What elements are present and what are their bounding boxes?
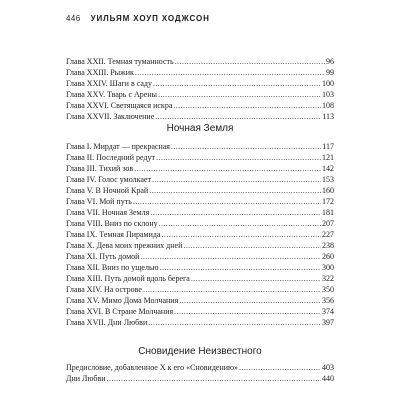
toc-entry-label: Глава XVI. В Стране Молчания [66, 307, 174, 316]
toc-entry-label: Глава V. В Ночной Край [66, 186, 149, 195]
leader-dots [149, 185, 321, 196]
toc-entry-page: 108 [322, 101, 334, 110]
toc-entry [66, 100, 334, 111]
toc-entry [66, 185, 334, 196]
toc-entry-page: 121 [322, 153, 334, 162]
leader-dots [150, 207, 321, 218]
toc-entry-label: Глава XIII. Путь домой вдоль берега [66, 274, 190, 283]
leader-dots [159, 218, 321, 229]
toc-entry-page: 322 [322, 274, 334, 283]
toc-entry-label: Глава XV. Мимо Дома Молчания [66, 296, 179, 305]
toc-entry [66, 196, 334, 207]
toc-entry-label: Глава XI. Путь домой [66, 252, 140, 261]
toc-entry [66, 295, 334, 306]
leader-dots [183, 240, 321, 251]
leader-dots [153, 78, 321, 89]
toc-entry-page: 227 [322, 230, 334, 239]
toc-entry [66, 89, 334, 100]
toc-entry [66, 111, 334, 122]
leader-dots [135, 67, 325, 78]
part-title-night-land: Ночная Земля [166, 123, 234, 134]
page-number: 446 [66, 14, 81, 23]
toc-entry [66, 207, 334, 218]
toc-entry [66, 240, 334, 251]
toc-entry [66, 218, 334, 229]
leader-dots [173, 100, 321, 111]
leader-dots [148, 317, 321, 328]
toc-entry-page: 300 [322, 263, 334, 272]
toc-entry-label: Глава XXVI. Светящаяся искра [66, 101, 173, 110]
toc-entry-page: 113 [322, 112, 334, 121]
toc-entry-label: Глава XIV. На острове [66, 285, 142, 294]
leader-dots [174, 306, 321, 317]
toc-entry [66, 251, 334, 262]
toc-entry-label: Глава X. Дева моих прежних дней [66, 241, 183, 250]
toc-entry-label: Глава II. Последний редут [66, 153, 156, 162]
toc-entry-page: 96 [326, 57, 334, 66]
leader-dots [155, 111, 321, 122]
toc-entry-label: Глава XXV. Тварь с Арены [66, 90, 157, 99]
toc-entry-label: Глава XII. Вниз по ущелью [66, 263, 159, 272]
toc-entry [66, 262, 334, 273]
toc-entry [66, 56, 334, 67]
part-title-dream-of-the-unknown: Сновидение Неизвестного [138, 346, 262, 357]
toc-entry-label: Предисловие, добавленное Х к его «Сновидению» [66, 363, 238, 372]
toc-entry [66, 373, 334, 384]
toc-entry [66, 362, 334, 373]
leader-dots [160, 262, 321, 273]
toc-entry [66, 306, 334, 317]
toc-entry [66, 78, 334, 89]
toc-section-continued [66, 56, 334, 122]
toc-entry [66, 163, 334, 174]
leader-dots [143, 284, 321, 295]
toc-entry-label: Глава I. Мирдат — прекрасная [66, 142, 170, 151]
toc-entry-page: 238 [322, 241, 334, 250]
toc-entry-label: Глава XXVII. Заключение [66, 112, 155, 121]
toc-entry [66, 229, 334, 240]
toc-entry-page: 172 [322, 197, 334, 206]
leader-dots [107, 373, 321, 384]
leader-dots [239, 362, 321, 373]
toc-entry-page: 260 [322, 252, 334, 261]
toc-entry [66, 284, 334, 295]
toc-entry-label: Дни Любви [66, 374, 106, 383]
toc-entry [66, 273, 334, 284]
toc-entry-label: Глава VII. Ночная Земля [66, 208, 150, 217]
toc-entry-page: 181 [322, 208, 334, 217]
toc-entry-label: Глава IV. Голос умолкает [66, 175, 151, 184]
toc-entry-page: 99 [326, 68, 334, 77]
leader-dots [191, 273, 321, 284]
toc-entry-page: 207 [322, 219, 334, 228]
toc-entry-page: 356 [322, 296, 334, 305]
toc-entry-label: Глава XVII. Дни Любви [66, 318, 148, 327]
toc-entry-page: 403 [322, 363, 334, 372]
leader-dots [140, 251, 321, 262]
leader-dots [175, 56, 325, 67]
toc-entry-page: 117 [322, 142, 334, 151]
toc-entry-label: Глава XXIV. Шаги в саду [66, 79, 152, 88]
leader-dots [179, 295, 321, 306]
toc-entry-page: 397 [322, 318, 334, 327]
toc-entry-label: Глава VIII. Вниз по склону [66, 219, 158, 228]
toc-entry-page: 142 [322, 164, 334, 173]
toc-entry-page: 100 [322, 79, 334, 88]
toc-entry-label: Глава XXII. Темная туманность [66, 57, 174, 66]
toc-entry [66, 67, 334, 78]
toc-entry-page: 350 [322, 285, 334, 294]
leader-dots [156, 152, 321, 163]
running-head [66, 14, 334, 28]
toc-entry-label: Глава IX. Темная Пирамида [66, 230, 161, 239]
toc-section-night-land [66, 141, 334, 328]
toc-entry-page: 160 [322, 186, 334, 195]
author-name: УИЛЬЯМ ХОУП ХОДЖСОН [90, 14, 210, 23]
toc-entry-label: Глава III. Тихий зов [66, 164, 134, 173]
leader-dots [158, 89, 321, 100]
toc-entry [66, 141, 334, 152]
leader-dots [162, 229, 321, 240]
toc-entry-label: Глава XXIII. Рыжик [66, 68, 134, 77]
toc-section-dream [66, 362, 334, 384]
toc-entry [66, 152, 334, 163]
leader-dots [133, 196, 321, 207]
toc-entry-page: 440 [322, 374, 334, 383]
toc-entry [66, 317, 334, 328]
toc-entry-page: 153 [322, 175, 334, 184]
leader-dots [134, 163, 321, 174]
toc-entry [66, 174, 334, 185]
toc-entry-page: 103 [322, 90, 334, 99]
toc-entry-label: Глава VI. Мой путь [66, 197, 132, 206]
toc-entry-page: 374 [322, 307, 334, 316]
leader-dots [152, 174, 321, 185]
leader-dots [171, 141, 321, 152]
